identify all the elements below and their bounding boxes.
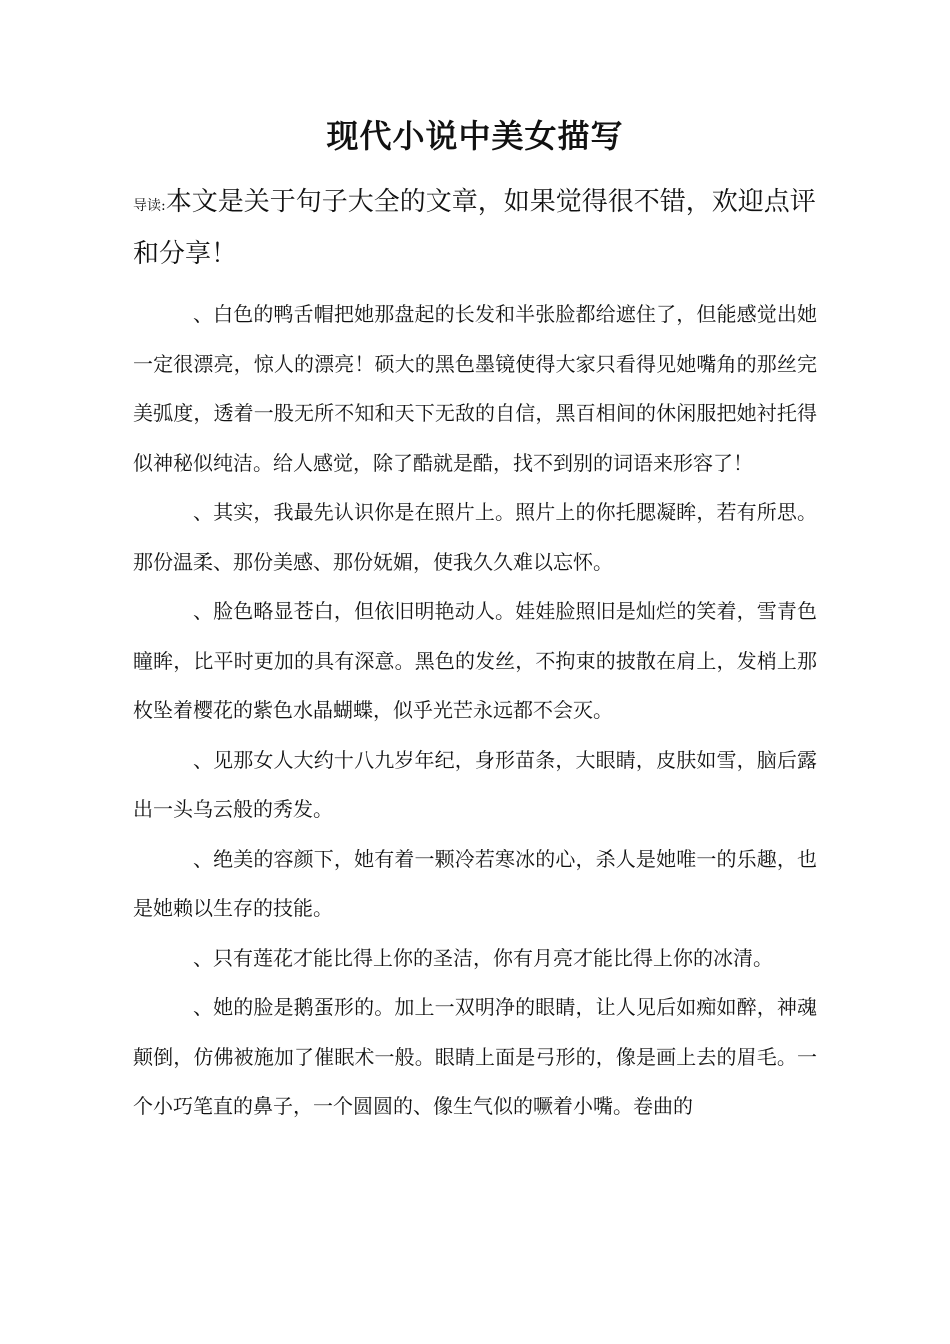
intro-block xyxy=(133,178,817,278)
paragraph: 、白色的鸭舌帽把她那盘起的长发和半张脸都给遮住了，但能感觉出她一定很漂亮，惊人的漂亮！硕大的黑色墨镜使得大家只看得见她嘴角的那丝完美弧度，透着一股无所不知和天下无敌的自信，黑百相间的休闲服把她衬托得似神秘似纯洁。给人感觉，除了酷就是酷，找不到别的词语来形容了！ xyxy=(133,302,817,475)
document-title: 现代小说中美女描写 xyxy=(326,117,624,155)
paragraph: 、只有莲花才能比得上你的圣洁，你有月亮才能比得上你的冰清。 xyxy=(193,945,773,970)
intro-text: 本文是关于句子大全的文章，如果觉得很不错，欢迎点评和分享！ xyxy=(133,187,816,269)
paragraph: 、其实，我最先认识你是在照片上。照片上的你托腮凝眸，若有所思。那份温柔、那份美感、那份妩媚，使我久久难以忘怀。 xyxy=(133,500,817,574)
intro-prefix: 导读: xyxy=(133,198,166,214)
paragraph: 、她的脸是鹅蛋形的。加上一双明净的眼睛，让人见后如痴如醉，神魂颠倒，仿佛被施加了催眠术一般。眼睛上面是弓形的，像是画上去的眉毛。一个小巧笔直的鼻子，一个圆圆的、像生气似的噘着小嘴。卷曲的 xyxy=(133,995,817,1118)
paragraph: 、见那女人大约十八九岁年纪，身形苗条，大眼睛，皮肤如雪，脑后露出一头乌云般的秀发。 xyxy=(133,747,817,821)
paragraph: 、绝美的容颜下，她有着一颗冷若寒冰的心，杀人是她唯一的乐趣，也是她赖以生存的技能。 xyxy=(133,846,817,920)
paragraph: 、脸色略显苍白，但依旧明艳动人。娃娃脸照旧是灿烂的笑着，雪青色瞳眸，比平时更加的具有深意。黑色的发丝，不拘束的披散在肩上，发梢上那枚坠着樱花的紫色水晶蝴蝶，似乎光芒永远都不会灭。 xyxy=(133,599,817,722)
